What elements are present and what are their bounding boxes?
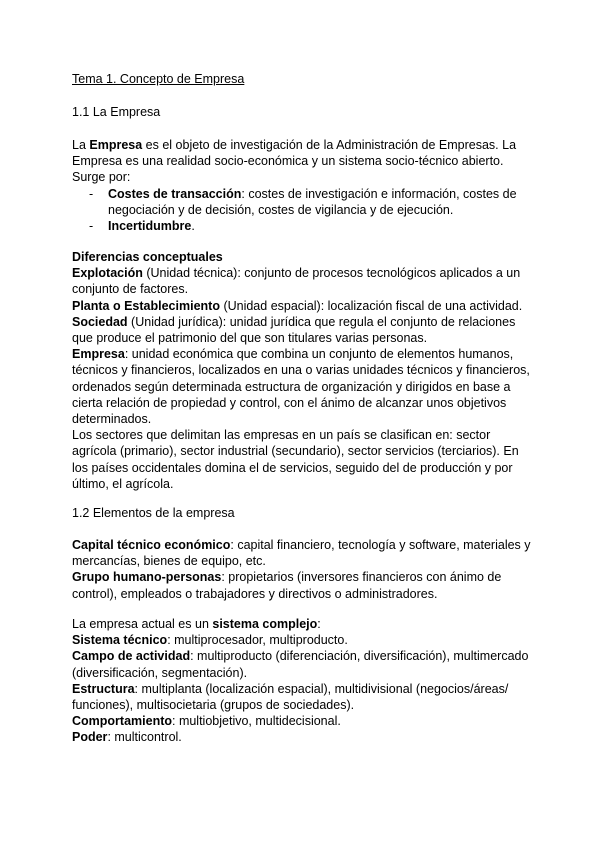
text-run: (Unidad técnica): conjunto de procesos tecnológicos aplicados a un conjunto de factores. [72,266,521,297]
definition-paragraph [72,314,532,346]
text-run: : multiplanta (localización espacial), multidivisional (negocios/áreas/ funciones), multisocietaria (grupos de sociedades). [72,681,509,713]
system-paragraph [72,713,532,729]
section-heading-1-1: 1.1 La Empresa [72,105,161,119]
bold-term: Capital técnico económico [72,538,231,552]
definitions-block [72,249,532,492]
system-paragraph [72,729,532,745]
text-run: La empresa actual es un [72,617,213,631]
text-run: Los sectores que delimitan las empresas en un país se clasifican en: sector agrícola (primario), sector industrial (secundario), sector servicios (terciarios). En los países occidentales domina el de servicios, seguido del de producción y por último, el agrícola. [72,428,519,491]
text-run: (Unidad espacial): localización fiscal de una actividad. [219,298,523,313]
text-run: : [317,617,321,631]
text-run: : propietarios (inversores financieros con ánimo de control), empleados o trabajadores y directivos o administradores. [72,570,502,601]
bold-term: Explotación [72,266,143,281]
bold-term: Incertidumbre [108,219,192,234]
definition-paragraph [72,346,532,427]
bold-term: Grupo humano-personas [72,570,222,585]
bold-term: Sistema técnico [72,633,168,648]
bold-term: Empresa [89,138,143,152]
list-item [72,186,532,218]
bold-term: Costes de transacción [108,186,242,201]
text-run: La [72,138,90,152]
text-run: : multiproducto (diferenciación, diversificación), multimercado (diversificación, segmentación). [72,649,529,680]
definition-paragraph [72,265,532,297]
page-title: Tema 1. Concepto de Empresa [72,72,245,86]
elements-block [72,537,532,602]
system-paragraph [72,681,532,713]
sectors-paragraph [72,427,532,492]
section-1-1-body [72,137,532,234]
definitions-heading: Diferencias conceptuales [72,250,223,264]
complex-system-block [72,616,532,746]
text-run: . [191,219,195,234]
list-item [72,218,532,234]
bold-term: Sociedad [72,314,128,329]
element-paragraph [72,569,532,601]
text-run: : multiobjetivo, multidecisional. [172,714,341,729]
text-run: : capital financiero, tecnología y software, materiales y mercancías, bienes de equipo, etc. [72,538,531,569]
text-run: : costes de investigación e información, costes de negociación y de decisión, costes de vigilancia y de ejecución. [108,186,517,217]
system-paragraph [72,648,532,680]
text-run: es el objeto de investigación de la Administración de Empresas. La Empresa es una realidad socio-económica y un sistema socio-técnico abierto. Surge por: [72,138,517,185]
system-intro [72,616,532,632]
bold-term: Empresa [72,347,125,362]
bold-term: Estructura [72,681,135,696]
text-run: (Unidad jurídica): unidad jurídica que regula el conjunto de relaciones que produce el patrimonio del que son titulares varias personas. [72,314,516,346]
text-run: : multiprocesador, multiproducto. [167,633,348,648]
section-heading-1-2: 1.2 Elementos de la empresa [72,506,235,520]
bold-term: Campo de actividad [72,649,191,664]
causes-list [72,186,532,235]
text-run: : unidad económica que combina un conjunto de elementos humanos, técnicos y financieros, localizados en una o varias unidades técnicos y financieros, ordenados según determinada estructura de organización y dirigidos en base a cierta relación de propiedad y control, con el ánimo de alcanzar unos objetivos determinados. [72,347,530,427]
bold-term: Planta o Establecimiento [72,298,220,313]
text-run: : multicontrol. [107,730,182,745]
bold-term: Comportamiento [72,714,172,729]
element-paragraph [72,537,532,569]
bold-term: Poder [72,730,108,745]
definition-paragraph [72,298,532,314]
intro-paragraph [72,137,532,186]
bold-term: sistema complejo [212,617,318,631]
system-paragraph [72,632,532,648]
